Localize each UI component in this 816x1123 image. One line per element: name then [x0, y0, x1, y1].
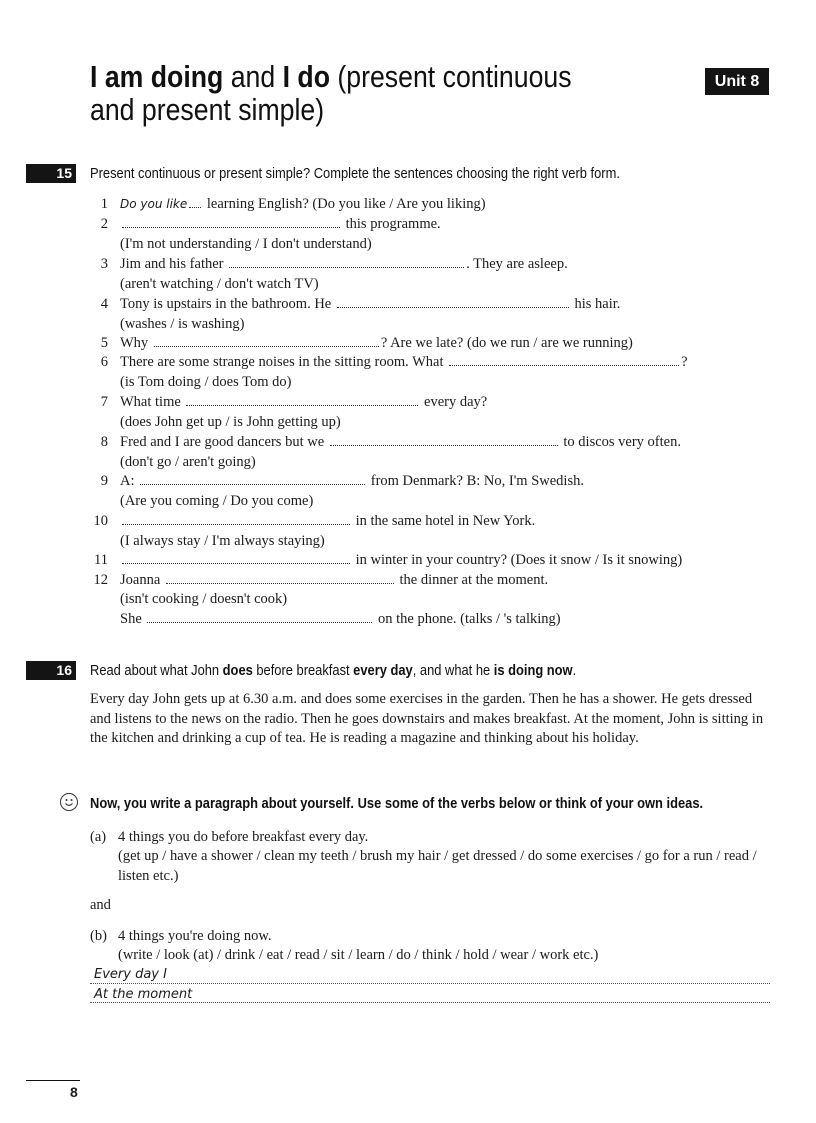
- writing-line-2[interactable]: [90, 1001, 770, 1003]
- sentence-12b: She on the phone. (talks / 's talking): [120, 611, 561, 627]
- answer-blank[interactable]: [122, 520, 350, 525]
- footer-rule: [26, 1080, 80, 1081]
- answer-blank[interactable]: [154, 342, 379, 347]
- options-7: (does John get up / is John getting up): [120, 414, 341, 430]
- options-4: (washes / is washing): [120, 316, 245, 332]
- part-a-label: (a): [90, 829, 107, 845]
- handwritten-at-the-moment: At the moment: [94, 987, 193, 1002]
- answer-handwritten: Do you like: [120, 197, 188, 211]
- answer-blank[interactable]: [337, 303, 569, 308]
- exercise-number-16: 16: [26, 661, 76, 680]
- handwritten-every-day: Every day I: [94, 967, 167, 982]
- page-number: 8: [70, 1084, 78, 1100]
- options-12: (isn't cooking / doesn't cook): [120, 591, 288, 607]
- writing-line-1[interactable]: [90, 982, 770, 984]
- options-8: (don't go / aren't going): [120, 454, 256, 470]
- options-3: (aren't watching / don't watch TV): [120, 276, 319, 292]
- part-a-text: 4 things you do before breakfast every day.: [118, 829, 369, 845]
- answer-blank[interactable]: [122, 223, 340, 228]
- answer-blank[interactable]: [186, 401, 418, 406]
- options-9: (Are you coming / Do you come): [120, 493, 314, 509]
- exercise-number-15: 15: [26, 164, 76, 183]
- part-b-options: (write / look (at) / drink / eat / read / sit / learn / do / think / hold / wear / work etc.): [118, 947, 599, 963]
- answer-blank[interactable]: [122, 559, 350, 564]
- exercise-15-instruction: Present continuous or present simple? Complete the sentences choosing the right verb form.: [90, 165, 620, 182]
- page-title: I am doing and I do (present continuous and present simple): [90, 59, 572, 127]
- part-a-options: (get up / have a shower / clean my teeth / brush my hair / get dressed / do some exercises / go for a run / read / listen etc.): [118, 848, 757, 884]
- answer-blank[interactable]: [140, 480, 365, 485]
- exercise-16-instruction: Read about what John does before breakfast every day, and what he is doing now.: [90, 662, 577, 679]
- smiley-icon: [60, 793, 78, 811]
- answer-blank[interactable]: [330, 441, 558, 446]
- options-2: (I'm not understanding / I don't understand): [120, 236, 372, 252]
- answer-blank[interactable]: [166, 579, 394, 584]
- part-b-label: (b): [90, 928, 107, 944]
- and-text: and: [90, 897, 111, 913]
- options-10: (I always stay / I'm always staying): [120, 533, 325, 549]
- unit-badge: Unit 8: [705, 68, 769, 95]
- part-b-text: 4 things you're doing now.: [118, 928, 272, 944]
- options-6: (is Tom doing / does Tom do): [120, 374, 292, 390]
- answer-blank[interactable]: [147, 618, 372, 623]
- answer-blank[interactable]: [449, 361, 679, 366]
- john-paragraph: Every day John gets up at 6.30 a.m. and does some exercises in the garden. Then he has a shower. He gets dressed and listens to the news on the radio. Then he goes downstairs and makes breakfast. At the moment, John is sitting in the kitchen and drinking a cup of tea. He is reading a magazine and thinking about his holiday.: [90, 691, 764, 746]
- answer-blank[interactable]: [229, 263, 464, 268]
- write-instruction: Now, you write a paragraph about yourself. Use some of the verbs below or think of your own ideas.: [90, 795, 704, 812]
